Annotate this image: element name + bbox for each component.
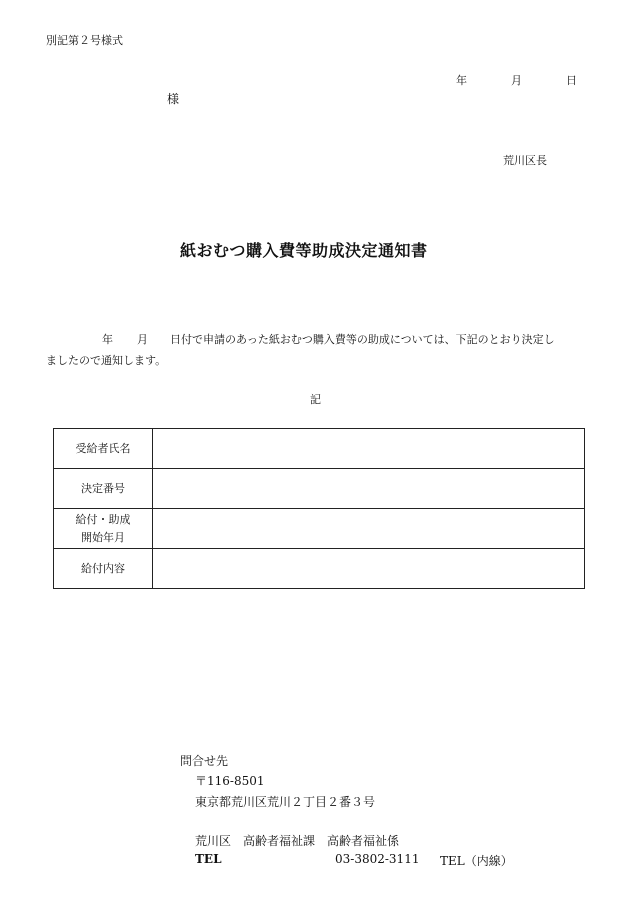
contact-heading: 問合せ先 <box>180 754 229 768</box>
row-label-start-date-line1: 給付・助成 <box>75 512 131 526</box>
row-label-start-date-line2: 開始年月 <box>81 530 125 544</box>
date-day: 日 <box>566 74 577 87</box>
row-label-start-date <box>54 509 153 549</box>
date-year: 年 <box>456 74 467 87</box>
date-month: 月 <box>511 74 522 87</box>
table-row <box>54 469 585 509</box>
document-title: 紙おむつ購入費等助成決定通知書 <box>180 241 428 260</box>
body-line2: ましたので通知します。 <box>46 354 167 367</box>
contact-tel-ext: TEL（内線） <box>440 854 513 868</box>
contact-tel-label: TEL <box>195 852 222 866</box>
info-table <box>53 428 585 589</box>
body-year: 年 <box>102 333 113 346</box>
row-label-benefit-content: 給付内容 <box>54 549 153 589</box>
contact-address: 東京都荒川区荒川２丁目２番３号 <box>195 795 376 809</box>
ki-label: 記 <box>310 393 321 406</box>
row-label-decision-number: 決定番号 <box>54 469 153 509</box>
table-row <box>54 509 585 549</box>
issuer: 荒川区長 <box>503 154 547 167</box>
recipient-suffix: 様 <box>167 92 180 106</box>
contact-postal: 〒116-8501 <box>195 774 265 788</box>
contact-dept: 荒川区 高齢者福祉課 高齢者福祉係 <box>195 834 400 848</box>
table-row <box>54 429 585 469</box>
contact-tel-number: 03-3802-3111 <box>335 852 420 866</box>
form-number: 別記第２号様式 <box>46 34 123 47</box>
row-value-benefit-content <box>153 549 585 589</box>
row-value-decision-number <box>153 469 585 509</box>
body-line1: 日付で申請のあった紙おむつ購入費等の助成については、下記のとおり決定し <box>170 333 555 346</box>
row-value-recipient-name <box>153 429 585 469</box>
row-value-start-date <box>153 509 585 549</box>
body-month: 月 <box>137 333 148 346</box>
table-row <box>54 549 585 589</box>
row-label-recipient-name: 受給者氏名 <box>54 429 153 469</box>
